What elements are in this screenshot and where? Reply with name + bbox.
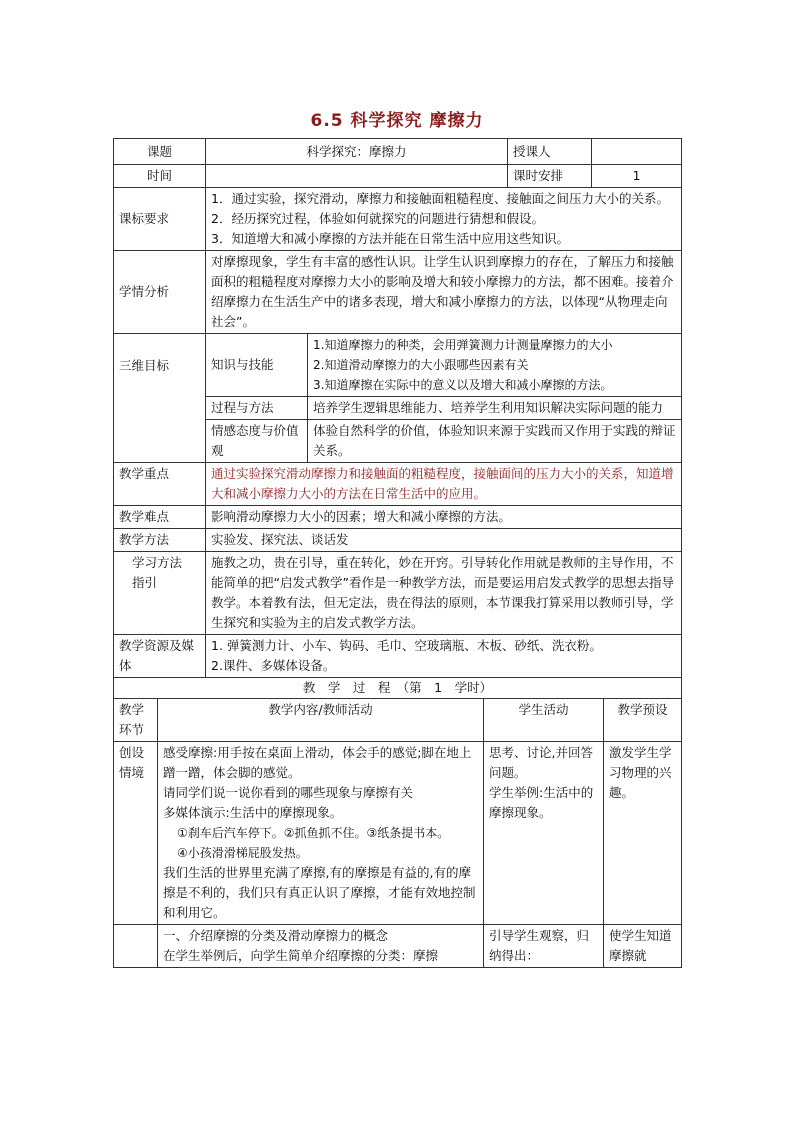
col-preset-header: 教学预设 [604,699,682,742]
content-line: 多媒体演示:生活中的摩擦现象。 [163,805,343,820]
student-line: 引导学生观察，归纳得出： [489,928,590,963]
teaching-process-table [113,698,682,968]
methods-text: 实验发、探究法、谈话发 [206,529,682,552]
student-line: 学生举例:生活中的摩擦现象。 [489,785,594,820]
time-label: 时间 [114,165,206,188]
resources-item: 1. 弹簧测力计、小车、钩码、毛巾、空玻璃瓶、木板、砂纸、洗衣粉。 [211,638,602,653]
preset-cell: 激发学生学习物理的兴趣。 [604,742,682,925]
teacher-label: 授课人 [508,139,592,165]
content-line: 感受摩擦:用手按在桌面上滑动，体会手的感觉;脚在地上蹭一蹭，体会脚的感觉。 [163,745,472,780]
table-row [114,635,682,678]
key-points-label: 教学重点 [114,463,206,506]
content-cell [158,925,484,968]
standards-item: 2．经历探究过程，体验如何就探究的问题进行猜想和假设。 [211,211,544,226]
standards-label: 课标要求 [114,188,206,251]
content-line: 请同学们说一说你看到的哪些现象与摩擦有关 [163,785,414,800]
page-title: 6.5 科学探究 摩擦力 [310,111,484,131]
content-line: 我们生活的世界里充满了摩擦,有的摩擦是有益的,有的摩擦是不利的，我们只有真正认识了摩擦，才能有效地控制和利用它。 [163,865,476,920]
table-row [114,334,682,397]
table-row [114,165,682,188]
knowledge-item: 2.知道滑动摩擦力的大小跟哪些因素有关 [313,358,529,372]
key-points-text: 通过实验探究滑动摩擦力和接触面的粗糙程度，接触面间的压力大小的关系，知道增大和减小摩擦力大小的方法在日常生活中的应用。 [206,463,682,506]
table-row [114,742,682,925]
stage-cell [114,925,158,968]
table-row [114,699,682,742]
content-line: 一、介绍摩擦的分类及滑动摩擦力的概念 [163,928,389,943]
standards-item: 3．知道增大和减小摩擦的方法并能在日常生活中应用这些知识。 [211,231,569,246]
content-line: 在学生举例后，向学生简单介绍摩擦的分类：摩擦 [163,948,439,963]
time-value [206,165,508,188]
objectives-label: 三维目标 [114,334,206,463]
difficulties-label: 教学难点 [114,506,206,529]
knowledge-label: 知识与技能 [206,334,308,397]
table-row [114,251,682,334]
knowledge-item: 3.知道摩擦在实际中的意义以及增大和减小摩擦的方法。 [313,378,613,392]
standards-item: 1．通过实验，探究滑动，摩擦力和接触面粗糙程度、接触面之间压力大小的关系。 [211,191,669,206]
guidance-label: 学习方法指引 [114,552,206,635]
content-line: ④小孩滑滑梯屁股发热。 [177,846,308,860]
table-row [114,925,682,968]
knowledge-content [308,334,682,397]
process-method-text: 培养学生逻辑思维能力、培养学生利用知识解决实际问题的能力 [308,397,682,420]
col-stage-header: 教学环节 [114,699,158,742]
knowledge-item: 1.知道摩擦力的种类，会用弹簧测力计测量摩擦力的大小 [313,338,613,352]
difficulties-text: 影响滑动摩擦力大小的因素；增大和减小摩擦的方法。 [206,506,682,529]
stage-cell: 创设情境 [114,742,158,925]
table-row [114,552,682,635]
process-header: 教 学 过 程 （第 1 学时） [114,678,682,699]
resources-label: 教学资源及媒体 [114,635,206,678]
content-line: ①刹车后汽车停下。②抓鱼抓不住。③纸条提书本。 [177,826,450,840]
col-student-header: 学生活动 [484,699,604,742]
guidance-text: 施教之功，贵在引导，重在转化，妙在开窍。引导转化作用就是教师的主导作用，不能简单的把“启发式教学”看作是一种教学方法，而是要运用启发式教学的思想去指导教学。本着教有法，但无定法，贵在得法的原则，本节课我打算采用以教师引导，学生探究和实验为主的启发式教学方法。 [206,552,682,635]
schedule-value: 1 [592,165,682,188]
resources-content [206,635,682,678]
teacher-value [592,139,682,165]
resources-item: 2.课件、多媒体设备。 [211,658,336,673]
analysis-text: 对摩擦现象，学生有丰富的感性认识。让学生认识到摩擦力的存在，了解压力和接触面积的粗糙程度对摩擦力大小的影响及增大和较小摩擦力的方法，都不困难。接着介绍摩擦力在生活生产中的诸多表现，增大和减小摩擦力的方法，以体现“从物理走向社会”。 [206,251,682,334]
topic-value: 科学探究：摩擦力 [206,139,508,165]
content-cell [158,742,484,925]
process-method-label: 过程与方法 [206,397,308,420]
topic-label: 课题 [114,139,206,165]
student-line: 思考、讨论,并回答问题。 [489,745,593,780]
table-row [114,529,682,552]
student-cell [484,925,604,968]
table-row [114,506,682,529]
table-row [114,188,682,251]
standards-content [206,188,682,251]
preset-cell: 使学生知道摩擦就 [604,925,682,968]
table-row [114,678,682,699]
schedule-label: 课时安排 [508,165,592,188]
student-cell [484,742,604,925]
analysis-label: 学情分析 [114,251,206,334]
lesson-info-table [113,138,682,699]
methods-label: 教学方法 [114,529,206,552]
table-row [114,139,682,165]
table-row [114,463,682,506]
emotion-label: 情感态度与价值观 [206,420,308,463]
emotion-text: 体验自然科学的价值，体验知识来源于实践而又作用于实践的辩证关系。 [308,420,682,463]
col-content-header: 教学内容/教师活动 [158,699,484,742]
